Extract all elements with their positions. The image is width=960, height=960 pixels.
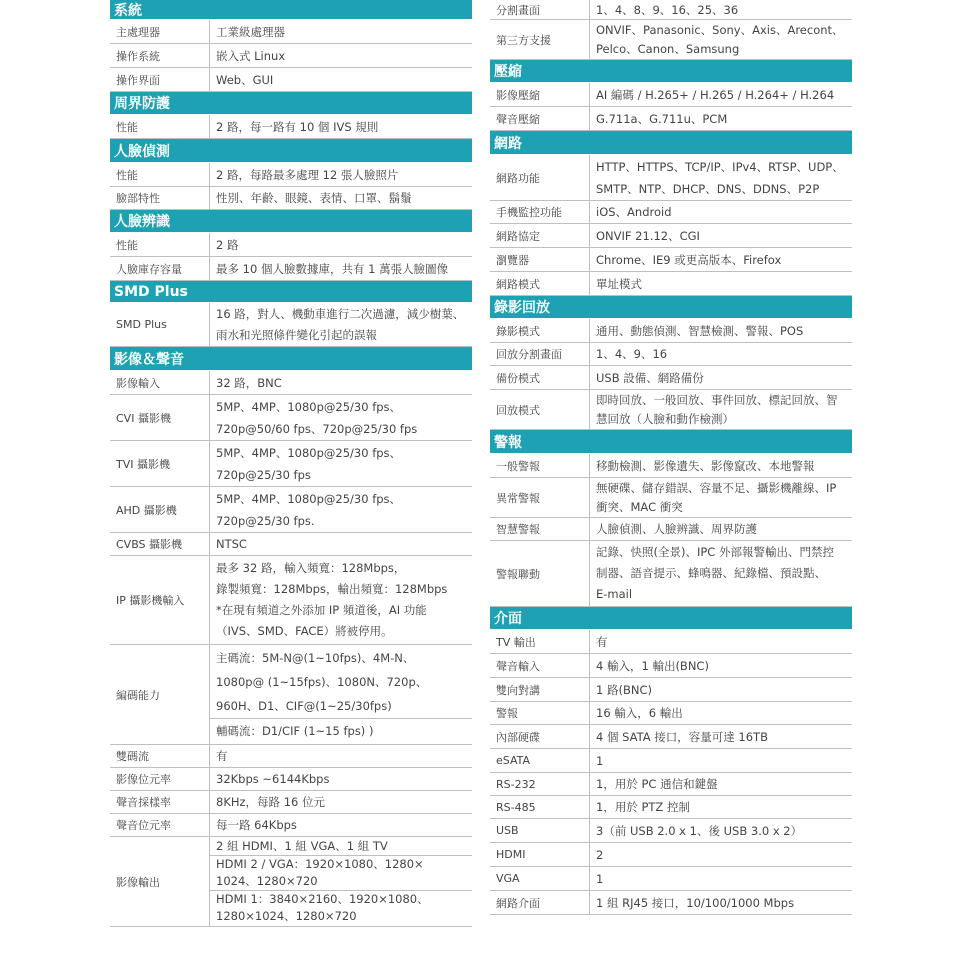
section-header: 周界防護 xyxy=(110,92,472,115)
spec-row xyxy=(110,791,472,814)
spec-row xyxy=(490,819,852,843)
spec-value-line: （IVS、SMD、FACE）將被停用。 xyxy=(216,624,393,638)
spec-value-line: 1、4、9、16 xyxy=(596,346,668,361)
spec-row xyxy=(490,518,852,541)
spec-label: USB xyxy=(490,819,590,842)
spec-value-line: 720p@25/30 fps. xyxy=(216,513,315,528)
spec-label: 影像壓縮 xyxy=(490,83,590,106)
spec-value-line: NTSC xyxy=(216,536,247,551)
spec-value-line: 錄製頻寬：128Mbps，輸出頻寬：128Mbps xyxy=(216,582,448,596)
spec-row xyxy=(490,541,852,607)
spec-label: 回放模式 xyxy=(490,390,590,429)
spec-label: CVI 攝影機 xyxy=(110,395,210,440)
spec-value-line: 5MP、4MP、1080p@25/30 fps、 xyxy=(216,491,402,506)
spec-row xyxy=(110,645,472,745)
spec-value-line: 3（前 USB 2.0 x 1、後 USB 3.0 x 2） xyxy=(596,823,803,838)
spec-label: SMD Plus xyxy=(110,303,210,346)
spec-label: 網路功能 xyxy=(490,155,590,200)
spec-value-line: 2 路 xyxy=(216,237,239,252)
spec-row xyxy=(490,0,852,20)
spec-value-line: 1 路(BNC) xyxy=(596,682,652,697)
spec-value-line: 5MP、4MP、1080p@25/30 fps、 xyxy=(216,399,402,414)
spec-label: 一般警報 xyxy=(490,454,590,477)
spec-row xyxy=(110,187,472,210)
section-header: 系統 xyxy=(110,0,472,20)
section-header: 介面 xyxy=(490,607,852,630)
spec-value xyxy=(590,654,852,677)
spec-value xyxy=(210,115,472,138)
spec-value xyxy=(590,678,852,701)
spec-label: 編碼能力 xyxy=(110,645,210,744)
spec-value-line: HTTP、HTTPS、TCP/IP、IPv4、RTSP、UDP、 xyxy=(596,159,844,174)
spec-label: 影像輸出 xyxy=(110,837,210,926)
spec-value xyxy=(210,556,472,644)
spec-value xyxy=(590,773,852,795)
spec-row xyxy=(110,303,472,347)
spec-value-line: 最多 32 路，輸入頻寬：128Mbps， xyxy=(216,561,406,575)
spec-row xyxy=(490,454,852,478)
spec-label: 臉部特性 xyxy=(110,187,210,209)
spec-value xyxy=(590,343,852,365)
spec-row xyxy=(110,814,472,837)
spec-value xyxy=(210,163,472,186)
spec-value-line: 32Kbps ~6144Kbps xyxy=(216,771,330,786)
spec-row xyxy=(490,343,852,366)
spec-row xyxy=(110,768,472,791)
spec-value-line: 16 路，對人、機動車進行二次過濾，減少樹葉、 xyxy=(216,306,465,321)
spec-label: AHD 攝影機 xyxy=(110,487,210,532)
spec-value xyxy=(590,155,852,200)
spec-row xyxy=(490,702,852,725)
spec-label: eSATA xyxy=(490,749,590,772)
spec-value-line: ONVIF、Panasonic、Sony、Axis、Arecont、 xyxy=(596,22,844,37)
section-header: 警報 xyxy=(490,430,852,454)
spec-value xyxy=(210,371,472,394)
spec-label: 人臉庫存容量 xyxy=(110,257,210,280)
spec-value-line: 制器、語音提示、蜂鳴器、紀錄檔、預設點、 xyxy=(596,566,826,580)
spec-row xyxy=(110,115,472,139)
spec-row xyxy=(490,796,852,819)
spec-row xyxy=(110,20,472,44)
spec-value xyxy=(590,819,852,842)
spec-value xyxy=(590,107,852,130)
spec-value xyxy=(590,630,852,653)
spec-label: 內部硬碟 xyxy=(490,725,590,748)
spec-row xyxy=(490,390,852,430)
spec-value-line: 5MP、4MP、1080p@25/30 fps、 xyxy=(216,445,402,460)
spec-value-line: 即時回放、一般回放、事件回放、標記回放、智 xyxy=(596,392,838,407)
spec-label: 操作界面 xyxy=(110,68,210,91)
spec-value-line: 工業級處理器 xyxy=(216,24,285,39)
spec-row xyxy=(490,319,852,343)
spec-value xyxy=(590,0,852,19)
spec-label: 備份模式 xyxy=(490,366,590,389)
spec-value-line: 1024、1280×720 xyxy=(216,874,318,888)
spec-value xyxy=(210,303,472,346)
spec-row xyxy=(110,68,472,92)
spec-row xyxy=(490,678,852,702)
spec-label: 錄影模式 xyxy=(490,319,590,342)
spec-value-line: 移動檢測、影像遺失、影像竄改、本地警報 xyxy=(596,458,815,473)
spec-row xyxy=(490,478,852,518)
spec-label: 雙碼流 xyxy=(110,745,210,767)
spec-value-line: 嵌入式 Linux xyxy=(216,48,286,63)
spec-label: IP 攝影機輸入 xyxy=(110,556,210,644)
spec-label: 回放分割畫面 xyxy=(490,343,590,365)
spec-value-line: iOS、Android xyxy=(596,204,672,219)
section-header: 人臉偵測 xyxy=(110,139,472,163)
spec-value xyxy=(590,272,852,295)
spec-value xyxy=(590,224,852,247)
spec-value-line: 1 xyxy=(596,871,604,886)
spec-label: RS-485 xyxy=(490,796,590,818)
spec-value-line: 4 輸入，1 輸出(BNC) xyxy=(596,658,709,673)
spec-value-line: Web、GUI xyxy=(216,72,274,87)
spec-label: 網路介面 xyxy=(490,891,590,914)
section-header: 錄影回放 xyxy=(490,296,852,319)
spec-row xyxy=(110,556,472,645)
spec-value xyxy=(590,518,852,540)
spec-value-line: 人臉偵測、人臉辨識、周界防護 xyxy=(596,521,757,536)
spec-value xyxy=(590,454,852,477)
spec-value-line: 32 路，BNC xyxy=(216,375,282,390)
spec-row xyxy=(490,891,852,915)
spec-value-line: 主碼流：5M-N@(1~10fps)、4M-N、 xyxy=(216,651,415,665)
spec-row xyxy=(490,773,852,796)
spec-value-line: Chrome、IE9 或更高版本、Firefox xyxy=(596,252,782,267)
spec-value xyxy=(210,441,472,486)
spec-row xyxy=(110,745,472,768)
spec-value-line: 2 路，每路最多處理 12 張人臉照片 xyxy=(216,167,399,182)
spec-value-line: 1，用於 PTZ 控制 xyxy=(596,799,690,814)
spec-value xyxy=(210,20,472,43)
spec-value xyxy=(590,319,852,342)
spec-value xyxy=(590,702,852,724)
spec-value xyxy=(590,20,852,59)
spec-value xyxy=(210,791,472,813)
spec-value-line: 慧回放（人臉和動作檢測） xyxy=(596,411,734,426)
spec-value-line: 衝突、MAC 衝突 xyxy=(596,499,683,514)
spec-value-line: 1 xyxy=(596,753,604,768)
spec-value xyxy=(590,749,852,772)
spec-label: 警報 xyxy=(490,702,590,724)
spec-value xyxy=(210,814,472,836)
spec-value-line: 最多 10 個人臉數據庫，共有 1 萬張人臉圖像 xyxy=(216,261,449,276)
spec-value-line: 960H、D1、CIF@(1~25/30fps) xyxy=(216,699,392,713)
section-header: 網路 xyxy=(490,131,852,155)
spec-row xyxy=(110,257,472,281)
spec-label: VGA xyxy=(490,867,590,890)
spec-value-line: E-mail xyxy=(596,587,633,601)
spec-label: 性能 xyxy=(110,233,210,256)
spec-value-line: G.711a、G.711u、PCM xyxy=(596,111,728,126)
spec-row xyxy=(490,201,852,224)
spec-label: 異常警報 xyxy=(490,478,590,517)
spec-value-line: 有 xyxy=(596,634,608,649)
spec-row xyxy=(490,107,852,131)
spec-value xyxy=(590,478,852,517)
spec-value-line: 輔碼流：D1/CIF (1~15 fps) ) xyxy=(216,724,374,738)
spec-row xyxy=(490,83,852,107)
spec-row xyxy=(490,224,852,248)
spec-value-line: 16 輸入，6 輸出 xyxy=(596,705,683,720)
spec-value xyxy=(590,541,852,606)
spec-label: 智慧警報 xyxy=(490,518,590,540)
spec-value xyxy=(210,68,472,91)
spec-row xyxy=(490,155,852,201)
spec-value-line: HDMI 1：3840×2160、1920×1080、 xyxy=(216,892,429,906)
spec-value xyxy=(210,837,472,926)
spec-row xyxy=(490,867,852,891)
spec-label: 雙向對講 xyxy=(490,678,590,701)
spec-value-line: USB 設備、網路備份 xyxy=(596,370,704,385)
spec-row xyxy=(110,163,472,187)
spec-value-line: 8KHz，每路 16 位元 xyxy=(216,794,325,809)
spec-value-line: 2 路，每一路有 10 個 IVS 規則 xyxy=(216,119,379,134)
spec-value-line: Pelco、Canon、Samsung xyxy=(596,41,740,56)
spec-row xyxy=(110,441,472,487)
spec-value xyxy=(590,843,852,866)
spec-value-line: 2 組 HDMI、1 組 VGA、1 組 TV xyxy=(216,839,388,853)
spec-value xyxy=(590,201,852,223)
spec-value-line: 1080p@ (1~15fps)、1080N、720p、 xyxy=(216,675,428,689)
spec-row xyxy=(490,248,852,272)
spec-value xyxy=(590,248,852,271)
spec-value-line: 無硬碟、儲存錯誤、容量不足、攝影機離線、IP xyxy=(596,480,837,495)
spec-label: 第三方支援 xyxy=(490,20,590,59)
spec-label: 聲音壓縮 xyxy=(490,107,590,130)
spec-value xyxy=(210,533,472,555)
spec-label: 性能 xyxy=(110,163,210,186)
spec-label: 性能 xyxy=(110,115,210,138)
spec-label: RS-232 xyxy=(490,773,590,795)
spec-value-line: *在現有頻道之外添加 IP 頻道後，AI 功能 xyxy=(216,603,427,617)
spec-label: HDMI xyxy=(490,843,590,866)
section-header: SMD Plus xyxy=(110,281,472,303)
spec-column-right xyxy=(490,0,852,915)
spec-value-line: ONVIF 21.12、CGI xyxy=(596,228,700,243)
spec-value xyxy=(590,796,852,818)
spec-row xyxy=(110,837,472,927)
spec-row xyxy=(490,725,852,749)
section-header: 人臉辨識 xyxy=(110,210,472,233)
spec-value xyxy=(590,725,852,748)
spec-value xyxy=(590,83,852,106)
spec-row xyxy=(110,371,472,395)
spec-label: 操作系統 xyxy=(110,44,210,67)
spec-row xyxy=(490,749,852,773)
spec-value-line: 每一路 64Kbps xyxy=(216,817,297,832)
spec-value-line: 通用、動態偵測、智慧檢測、警報、POS xyxy=(596,323,804,338)
spec-value xyxy=(210,395,472,440)
spec-row xyxy=(110,487,472,533)
spec-row xyxy=(490,630,852,654)
spec-label: 手機監控功能 xyxy=(490,201,590,223)
spec-value xyxy=(210,645,472,744)
spec-value-line: HDMI 2 / VGA：1920×1080、1280× xyxy=(216,857,424,871)
spec-label: 聲音輸入 xyxy=(490,654,590,677)
spec-value xyxy=(590,390,852,429)
spec-row xyxy=(490,366,852,390)
spec-value xyxy=(210,44,472,67)
spec-value-line: 1 組 RJ45 接口，10/100/1000 Mbps xyxy=(596,895,795,910)
spec-value xyxy=(590,867,852,890)
spec-label: 聲音採樣率 xyxy=(110,791,210,813)
spec-value xyxy=(210,487,472,532)
spec-value-line: 1280×1024、1280×720 xyxy=(216,909,357,923)
spec-value-line: 有 xyxy=(216,748,228,763)
spec-row xyxy=(110,233,472,257)
spec-value-line: 1，用於 PC 通信和鍵盤 xyxy=(596,776,718,791)
spec-label: 主處理器 xyxy=(110,20,210,43)
spec-value-line: 720p@50/60 fps、720p@25/30 fps xyxy=(216,421,418,436)
spec-value xyxy=(210,257,472,280)
spec-row xyxy=(490,20,852,60)
spec-value xyxy=(210,233,472,256)
spec-value-line: 4 個 SATA 接口，容量可達 16TB xyxy=(596,729,768,744)
spec-label: 分割畫面 xyxy=(490,0,590,19)
spec-row xyxy=(490,272,852,296)
spec-row xyxy=(110,395,472,441)
spec-label: 警報聯動 xyxy=(490,541,590,606)
spec-label: TVI 攝影機 xyxy=(110,441,210,486)
spec-label: 聲音位元率 xyxy=(110,814,210,836)
spec-value xyxy=(210,187,472,209)
spec-value xyxy=(210,745,472,767)
spec-value-line: AI 編碼 / H.265+ / H.265 / H.264+ / H.264 xyxy=(596,87,835,102)
spec-row xyxy=(110,44,472,68)
spec-label: TV 輸出 xyxy=(490,630,590,653)
spec-row xyxy=(490,654,852,678)
spec-value-line: 720p@25/30 fps xyxy=(216,467,311,482)
section-header: 壓縮 xyxy=(490,60,852,83)
spec-row xyxy=(490,843,852,867)
spec-value-line: 雨水和光照條件變化引起的誤報 xyxy=(216,327,377,342)
spec-value-line: SMTP、NTP、DHCP、DNS、DDNS、P2P xyxy=(596,181,820,196)
spec-label: 網路模式 xyxy=(490,272,590,295)
spec-value-line: 單址模式 xyxy=(596,276,642,291)
spec-row xyxy=(110,533,472,556)
spec-label: 瀏覽器 xyxy=(490,248,590,271)
spec-value-line: 2 xyxy=(596,847,604,862)
section-header: 影像＆聲音 xyxy=(110,347,472,371)
spec-value xyxy=(590,366,852,389)
spec-label: CVBS 攝影機 xyxy=(110,533,210,555)
spec-value-line: 記錄、快照(全景)、IPC 外部報警輸出、門禁控 xyxy=(596,545,834,559)
spec-value xyxy=(590,891,852,914)
spec-value-line: 1、4、8、9、16、25、36 xyxy=(596,2,739,17)
spec-label: 影像輸入 xyxy=(110,371,210,394)
spec-column-left xyxy=(110,0,472,927)
spec-label: 網路協定 xyxy=(490,224,590,247)
spec-value xyxy=(210,768,472,790)
spec-label: 影像位元率 xyxy=(110,768,210,790)
spec-value-line: 性別、年齡、眼鏡、表情、口罩、鬍鬚 xyxy=(216,190,412,205)
